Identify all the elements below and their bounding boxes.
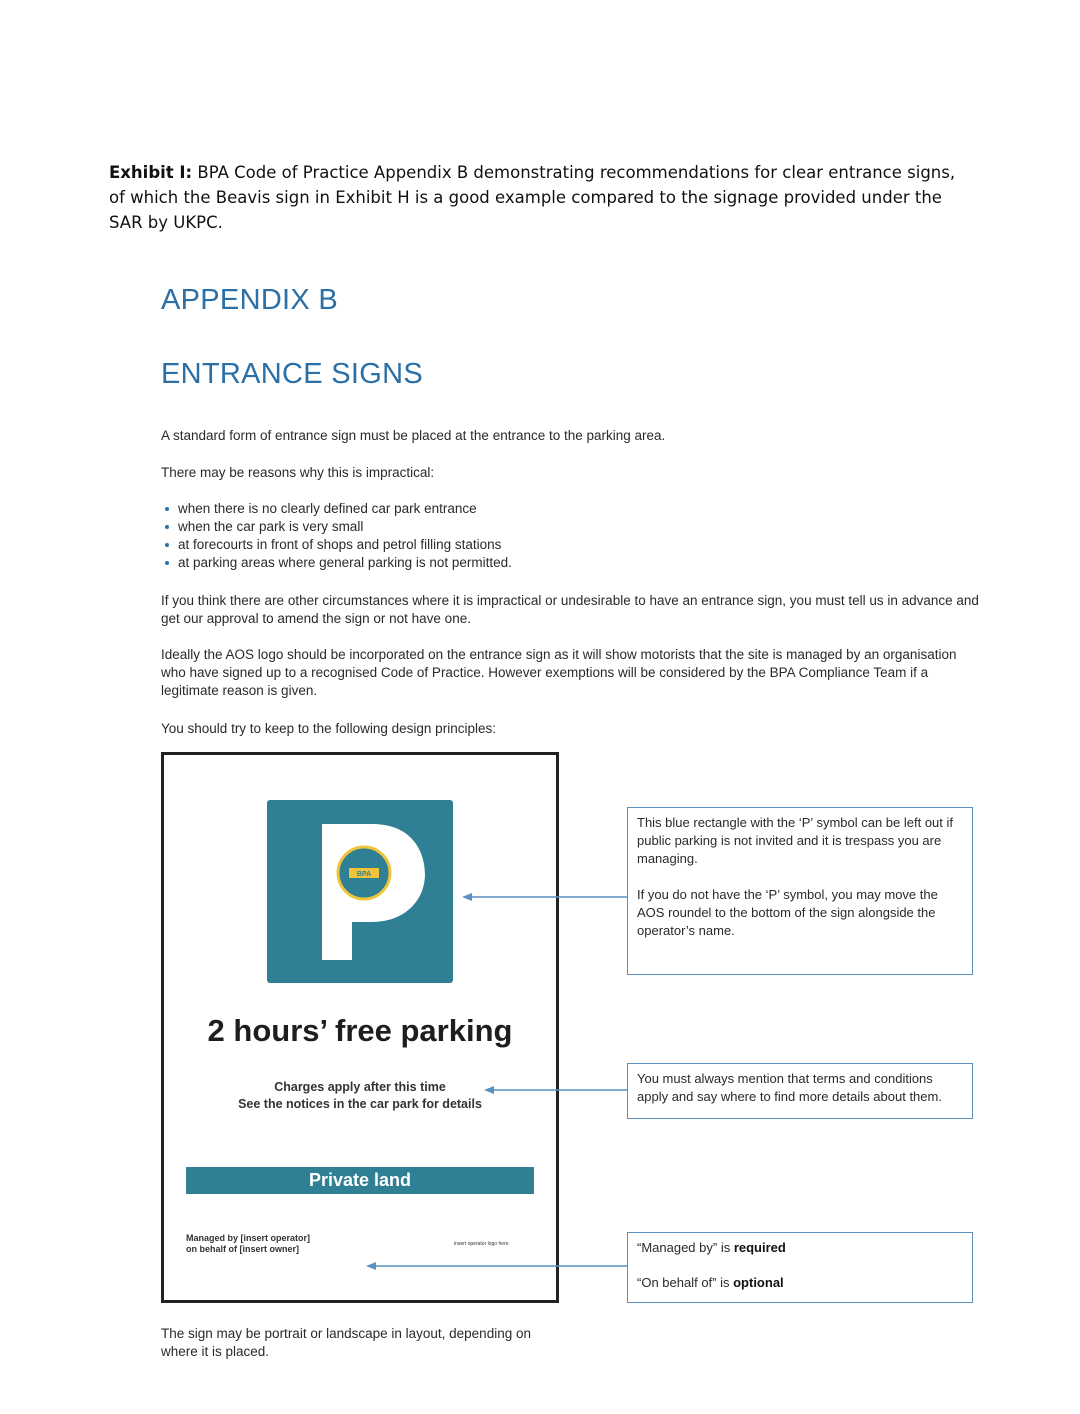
exhibit-label: Exhibit I: [109, 163, 193, 182]
list-item: at parking areas where general parking is not permitted. [161, 554, 512, 572]
list-item: at forecourts in front of shops and petrol filling stations [161, 536, 512, 554]
managed-by-text: Managed by [insert operator] on behalf of [insert owner] [186, 1233, 311, 1254]
appendix-heading: APPENDIX B [161, 284, 339, 316]
paragraph-aos-logo: Ideally the AOS logo should be incorporated on the entrance sign as it will show motorists that the site is managed by an organisation who have signed up to a recognised Code of Practice. However exemptions will be considered by the BPA Compliance Team if a legitimate reason is given. [161, 647, 957, 698]
list-item: when there is no clearly defined car park entrance [161, 500, 512, 518]
operator-logo-placeholder: insert operator logo here [454, 1241, 509, 1247]
private-land-banner: Private land [186, 1167, 534, 1194]
entrance-signs-heading: ENTRANCE SIGNS [161, 358, 424, 390]
callout-p-symbol: This blue rectangle with the ‘P’ symbol can be left out if public parking is not invited and it is trespass you are managing. If you do not have the ‘P’ symbol, you may move the AOS roundel to the bottom of the sign alongside the operator’s name. [627, 807, 973, 975]
callout-terms-conditions: You must always mention that terms and conditions apply and say where to find more details about them. [627, 1063, 973, 1119]
paragraph-reasons: There may be reasons why this is impractical: [161, 465, 435, 480]
svg-text:BPA: BPA [356, 871, 372, 878]
paragraph-layout-note: The sign may be portrait or landscape in layout, depending on where it is placed. [161, 1326, 531, 1359]
list-item: when the car park is very small [161, 518, 512, 536]
exhibit-text: BPA Code of Practice Appendix B demonstrating recommendations for clear entrance signs, of which the Beavis sign in Exhibit H is a good example compared to the signage provided under the SAR by UKPC. [109, 163, 956, 232]
paragraph-design-principles: You should try to keep to the following design principles: [161, 721, 496, 736]
sign-headline: 2 hours’ free parking [207, 1013, 513, 1048]
paragraph-standard-sign: A standard form of entrance sign must be placed at the entrance to the parking area. [161, 428, 666, 443]
paragraph-other-circumstances: If you think there are other circumstances where it is impractical or undesirable to have an entrance sign, you must tell us in advance and get our approval to amend the sign or not have one. [161, 593, 979, 626]
sign-charges-text: Charges apply after this time See the notices in the car park for details [238, 1080, 482, 1111]
callout-managed-by: “Managed by” is required “On behalf of” is optional [627, 1232, 973, 1303]
